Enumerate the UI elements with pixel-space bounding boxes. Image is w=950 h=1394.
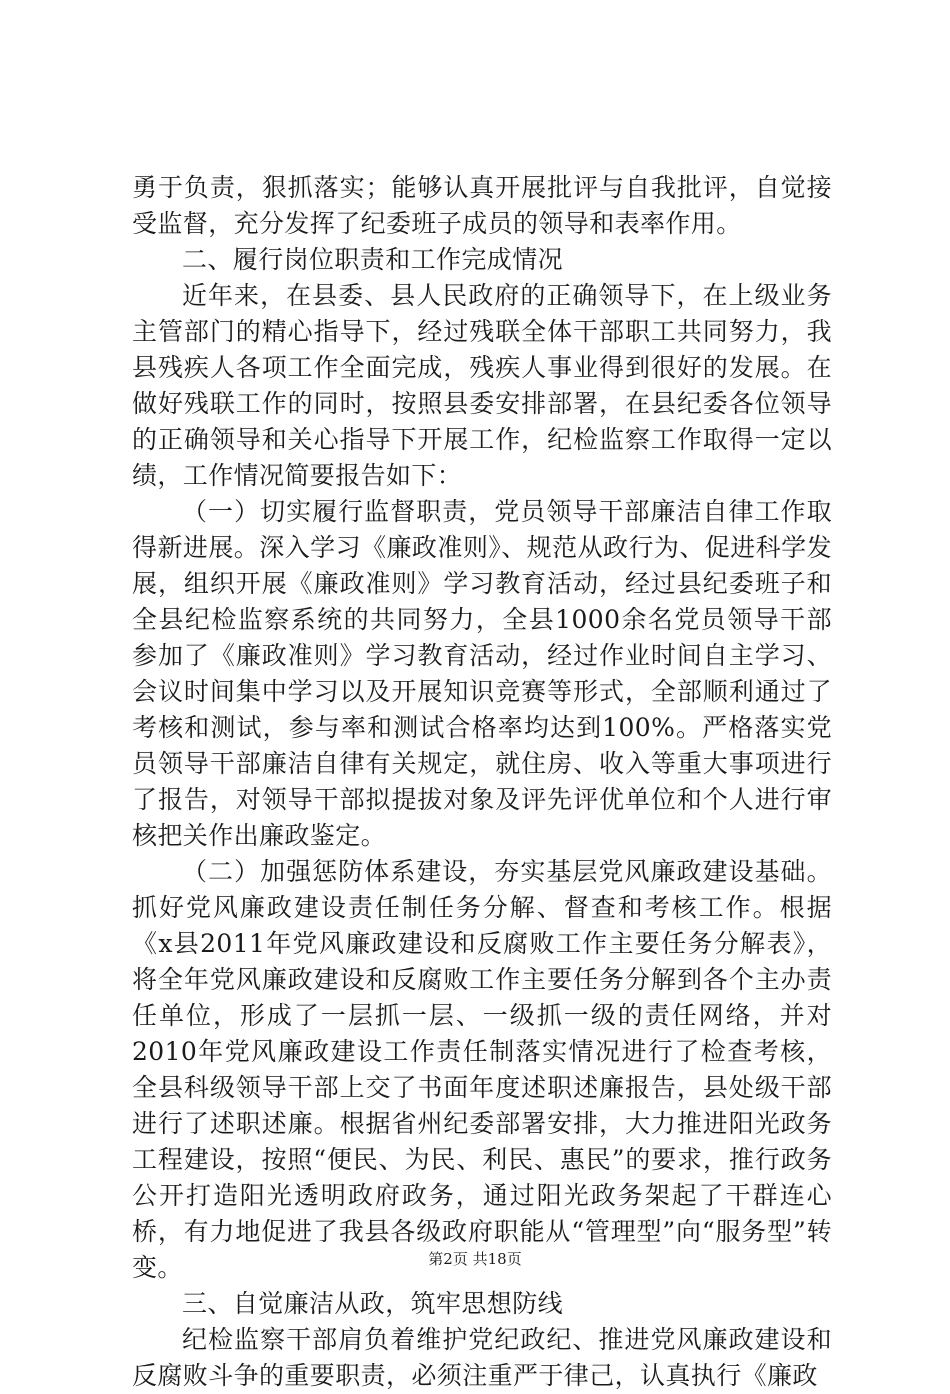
paragraph-discipline: 纪检监察干部肩负着维护党纪政纪、推进党风廉政建设和反腐败斗争的重要职责，必须注重严于律己，认真执行《廉政	[132, 1325, 832, 1390]
section-heading-2: 二、履行岗位职责和工作完成情况	[182, 245, 564, 274]
paragraph-subsection-1: （一）切实履行监督职责，党员领导干部廉洁自律工作取得新进展。深入学习《廉政准则》、规范从政行为、促进科学发展，组织开展《廉政准则》学习教育活动，经过县纪委班子和全县纪检监察系统的共同努力，全县1000余名党员领导干部参加了《廉政准则》学习教育活动，经过作业时间自主学习、会议时间集中学习以及开展知识竞赛等形式，全部顺利通过了考核和测试，参与率和测试合格率均达到100%。严格落实党员领导干部廉洁自律有关规定，就住房、收入等重大事项进行了报告，对领导干部拟提拔对象及评先评优单位和个人进行审核把关作出廉政鉴定。	[132, 497, 832, 850]
paragraph-subsection-2: （二）加强惩防体系建设，夯实基层党风廉政建设基础。抓好党风廉政建设责任制任务分解、督查和考核工作。根据《x县2011年党风廉政建设和反腐败工作主要任务分解表》，将全年党风廉政建设和反腐败工作主要任务分解到各个主办责任单位，形成了一层抓一层、一级抓一级的责任网络，并对2010年党风廉政建设工作责任制落实情况进行了检查考核，全县科级领导干部上交了书面年度述职述廉报告，县处级干部进行了述职述廉。根据省州纪委部署安排，大力推进阳光政务工程建设，按照“便民、为民、利民、惠民”的要求，推行政务公开打造阳光透明政府政务，通过阳光政务架起了干群连心桥，有力地促进了我县各级政府职能从“管理型”向“服务型”转变。	[132, 857, 832, 1282]
document-body	[132, 170, 832, 1394]
paragraph-overview: 近年来，在县委、县人民政府的正确领导下，在上级业务主管部门的精心指导下，经过残联全体干部职工共同努力，我县残疾人各项工作全面完成，残疾人事业得到很好的发展。在做好残联工作的同时，按照县委安排部署，在县纪委各位领导的正确领导和关心指导下开展工作，纪检监察工作取得一定以绩，工作情况简要报告如下：	[132, 281, 832, 490]
section-heading-3: 三、自觉廉洁从政，筑牢思想防线	[182, 1289, 564, 1318]
paragraph-continuation: 勇于负责，狠抓落实；能够认真开展批评与自我批评，自觉接受监督，充分发挥了纪委班子成员的领导和表率作用。	[132, 173, 832, 238]
page-number-footer: 第2页 共18页	[428, 1250, 522, 1268]
